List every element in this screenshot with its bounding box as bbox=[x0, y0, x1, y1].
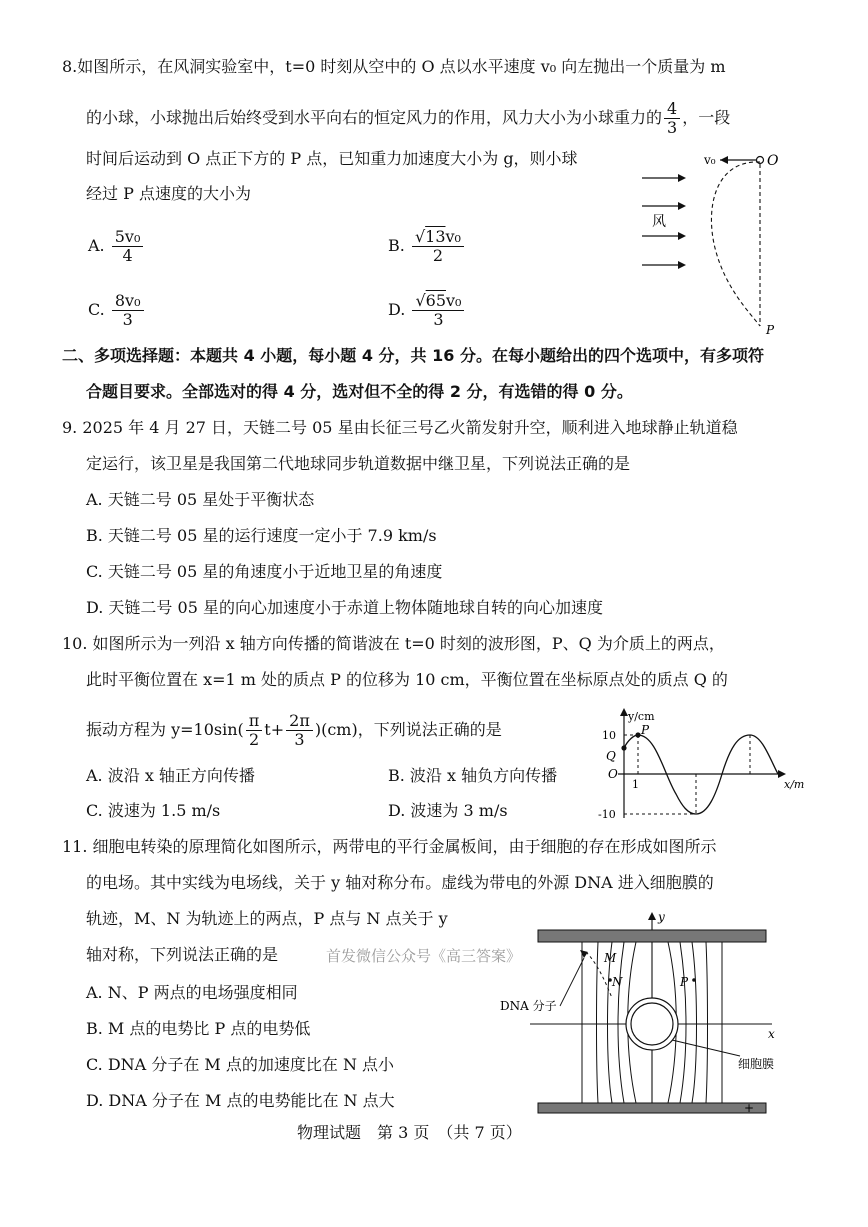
trajectory-curve bbox=[711, 162, 760, 326]
q8-stem-line2: 的小球，小球抛出后始终受到水平向右的恒定风力的作用，风力大小为小球重力的 $\frac{4}{3}$ ，一段 bbox=[86, 99, 731, 137]
q8-option-c: C. $\frac{\text{8v₀}}{3}$ bbox=[88, 292, 146, 329]
label-o: O bbox=[767, 153, 779, 169]
label-p: P bbox=[641, 723, 650, 737]
top-metal-plate bbox=[538, 930, 766, 942]
q9-option-c: C. 天链二号 05 星的角速度小于近地卫星的角速度 bbox=[86, 562, 443, 581]
point-p bbox=[692, 978, 696, 982]
q9-stem-line1: 9. 2025 年 4 月 27 日，天链二号 05 星由长征三号乙火箭发射升空，顺利进入地球静止轨道稳 bbox=[62, 418, 738, 437]
q11-option-b: B. M 点的电势比 P 点的电势低 bbox=[86, 1019, 311, 1038]
y-axis-label: y/cm bbox=[628, 710, 655, 723]
q8-stem-line4: 经过 P 点速度的大小为 bbox=[86, 184, 251, 203]
q8-option-b: B. $\frac{\text{√13v₀}}{2}$ bbox=[388, 228, 466, 265]
q8-fig-v0: v₀ bbox=[704, 153, 716, 167]
dna-leader-line bbox=[560, 958, 584, 1006]
origin-label: O bbox=[608, 767, 618, 781]
q11-option-d: D. DNA 分子在 M 点的电势能比在 N 点大 bbox=[86, 1091, 395, 1110]
q9-stem-line2: 定运行，该卫星是我国第二代地球同步轨道数据中继卫星，下列说法正确的是 bbox=[86, 454, 631, 473]
page-footer: 物理试题 第 3 页 （共 7 页） bbox=[297, 1123, 522, 1142]
label-p: P bbox=[680, 975, 689, 989]
label-membrane: 细胞膜 bbox=[738, 1057, 775, 1071]
q11-stem-line2: 的电场。其中实线为电场线，关于 y 轴对称分布。虚线为带电的外源 DNA 进入细胞膜的 bbox=[86, 873, 714, 892]
section2-title-line2: 合题目要求。全部选对的得 4 分，选对但不全的得 2 分，有选错的得 0 分。 bbox=[86, 382, 633, 401]
q8-stem-line3: 时间后运动到 O 点正下方的 P 点，已知重力加速度大小为 g，则小球 bbox=[86, 149, 578, 168]
y-axis-arrow bbox=[648, 912, 656, 920]
velocity-arrow-head bbox=[720, 156, 728, 164]
dna-molecule bbox=[580, 950, 588, 958]
q8-stem-text: 的小球，小球抛出后始终受到水平向右的恒定风力的作用，风力大小为小球重力的 bbox=[86, 108, 663, 127]
y-top-tick: 10 bbox=[602, 729, 616, 742]
q11-stem-line1: 11. 细胞电转染的原理简化如图所示，两带电的平行金属板间，由于细胞的存在形成如图所示 bbox=[62, 837, 717, 856]
label-n: N bbox=[612, 975, 623, 989]
label-plus: + bbox=[744, 1101, 755, 1115]
q10-stem-line1: 10. 如图所示为一列沿 x 轴方向传播的简谐波在 t=0 时刻的波形图，P、Q 为介质上的两点， bbox=[62, 634, 725, 653]
q8-wind-figure bbox=[620, 148, 790, 338]
q10-option-a: A. 波沿 x 轴正方向传播 bbox=[86, 766, 255, 785]
cell-membrane-inner bbox=[631, 1003, 673, 1045]
q8-option-d: D. $\frac{\text{√65v₀}}{3}$ bbox=[388, 292, 466, 329]
x-axis-label: x/m bbox=[784, 778, 805, 791]
q10-wave-graph bbox=[598, 704, 816, 824]
y-axis-label: y bbox=[658, 910, 665, 924]
y-axis-arrow bbox=[620, 708, 628, 716]
q10-stem-line2: 此时平衡位置在 x=1 m 处的质点 P 的位移为 10 cm，平衡位置在坐标原点处的质点 Q 的 bbox=[86, 670, 728, 689]
label-dna: DNA 分子 bbox=[500, 999, 557, 1013]
q8-wind-ratio: $\frac{4}{3}$ bbox=[664, 100, 680, 137]
y-bottom-tick: -10 bbox=[598, 808, 616, 821]
point-n bbox=[608, 978, 612, 982]
label-m: M bbox=[604, 951, 617, 965]
q10-option-d: D. 波速为 3 m/s bbox=[388, 801, 508, 820]
bottom-metal-plate bbox=[538, 1103, 766, 1113]
q9-option-d: D. 天链二号 05 星的向心加速度小于赤道上物体随地球自转的向心加速度 bbox=[86, 598, 603, 617]
q11-option-c: C. DNA 分子在 M 点的加速度比在 N 点小 bbox=[86, 1055, 395, 1074]
x-axis-label: x bbox=[768, 1027, 775, 1041]
q11-stem-line4: 轴对称，下列说法正确的是 bbox=[86, 945, 279, 964]
label-p: P bbox=[766, 323, 775, 337]
watermark: 首发微信公众号《高三答案》 bbox=[326, 947, 522, 965]
label-wind: 风 bbox=[652, 214, 666, 230]
q9-option-a: A. 天链二号 05 星处于平衡状态 bbox=[86, 490, 315, 509]
q8-option-a: A. $\frac{\text{5v₀}}{4}$ bbox=[88, 228, 145, 265]
point-p bbox=[635, 732, 640, 737]
q10-stem-line3: 振动方程为 y=10sin( $\frac{\pi}{2}$ t+ $\frac{2\pi}{3}$ )(cm)，下列说法正确的是 bbox=[86, 711, 502, 749]
point-q bbox=[621, 745, 626, 750]
x-axis-arrow bbox=[778, 770, 786, 778]
q11-stem-line3: 轨迹，M、N 为轨迹上的两点，P 点与 N 点关于 y bbox=[86, 909, 448, 928]
label-q: Q bbox=[606, 749, 616, 763]
q11-cell-field-figure bbox=[500, 906, 800, 1116]
q8-stem-line1: 8.如图所示，在风洞实验室中，t=0 时刻从空中的 O 点以水平速度 v₀ 向左抛出一个质量为 m bbox=[62, 57, 726, 76]
q9-option-b: B. 天链二号 05 星的运行速度一定小于 7.9 km/s bbox=[86, 526, 437, 545]
q11-option-a: A. N、P 两点的电场强度相同 bbox=[86, 983, 298, 1002]
q10-option-b: B. 波沿 x 轴负方向传播 bbox=[388, 766, 558, 785]
x-tick-1: 1 bbox=[632, 778, 639, 791]
membrane-leader-line bbox=[672, 1040, 740, 1056]
section2-title-line1: 二、多项选择题：本题共 4 小题，每小题 4 分，共 16 分。在每小题给出的四个选项中，有多项符 bbox=[62, 346, 764, 365]
q10-option-c: C. 波速为 1.5 m/s bbox=[86, 801, 221, 820]
